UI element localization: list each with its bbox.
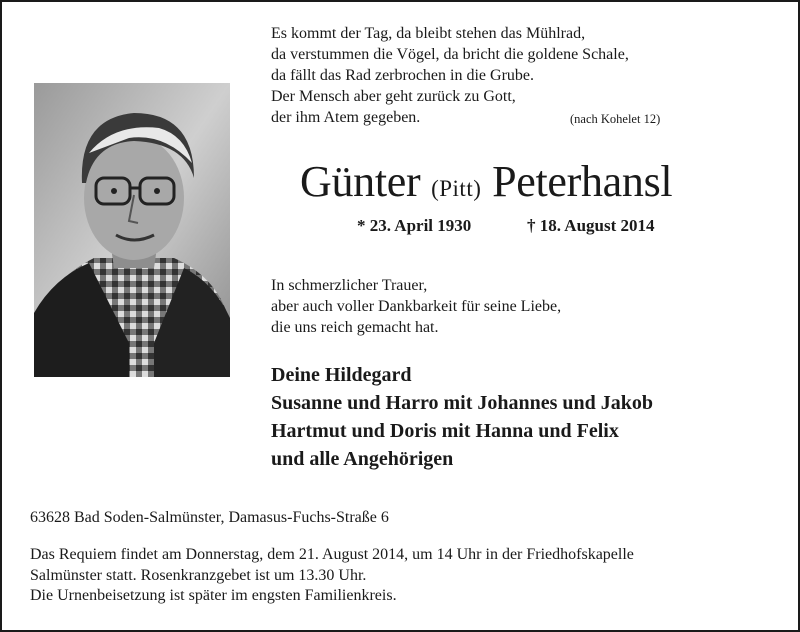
- verse-line: da fällt das Rad zerbrochen in die Grube.: [271, 67, 535, 84]
- first-name: Günter: [300, 157, 421, 206]
- requiem-info: [30, 545, 634, 607]
- mourning-line: die uns reich gemacht hat.: [271, 319, 439, 336]
- verse-line: da verstummen die Vögel, da bricht die goldene Schale,: [271, 46, 629, 63]
- family-member: Deine Hildegard: [271, 364, 412, 386]
- verse-line-last: [271, 107, 691, 128]
- portrait-photo: [34, 83, 230, 377]
- requiem-line: Das Requiem findet am Donnerstag, dem 21. August 2014, um 14 Uhr in der Friedhofskapelle: [30, 546, 634, 563]
- mourning-text: [271, 275, 561, 338]
- address: 63628 Bad Soden-Salmünster, Damasus-Fuchs-Straße 6: [30, 509, 389, 526]
- last-name: Peterhansl: [492, 157, 673, 206]
- verse-line: der ihm Atem gegeben.: [271, 109, 421, 126]
- deceased-name: [300, 156, 672, 215]
- family-member: Hartmut und Doris mit Hanna und Felix: [271, 420, 619, 442]
- nickname: (Pitt): [431, 176, 482, 201]
- family-member: Susanne und Harro mit Johannes und Jakob: [271, 392, 653, 414]
- bible-verse: [271, 23, 691, 128]
- verse-line: Es kommt der Tag, da bleibt stehen das Mühlrad,: [271, 25, 586, 42]
- verse-line: Der Mensch aber geht zurück zu Gott,: [271, 88, 516, 105]
- birth-date: * 23. April 1930: [357, 216, 472, 235]
- requiem-line: Salmünster statt. Rosenkranzgebet ist um 13.30 Uhr.: [30, 566, 367, 584]
- requiem-line: Die Urnenbeisetzung ist später im engsten Familienkreis.: [30, 587, 397, 604]
- family-list: [271, 361, 653, 473]
- family-member: und alle Angehörigen: [271, 448, 454, 470]
- verse-source: (nach Kohelet 12): [570, 112, 661, 126]
- mourning-line: aber auch voller Dankbarkeit für seine Liebe,: [271, 298, 562, 315]
- mourning-line: In schmerzlicher Trauer,: [271, 277, 428, 294]
- death-date: † 18. August 2014: [527, 216, 655, 235]
